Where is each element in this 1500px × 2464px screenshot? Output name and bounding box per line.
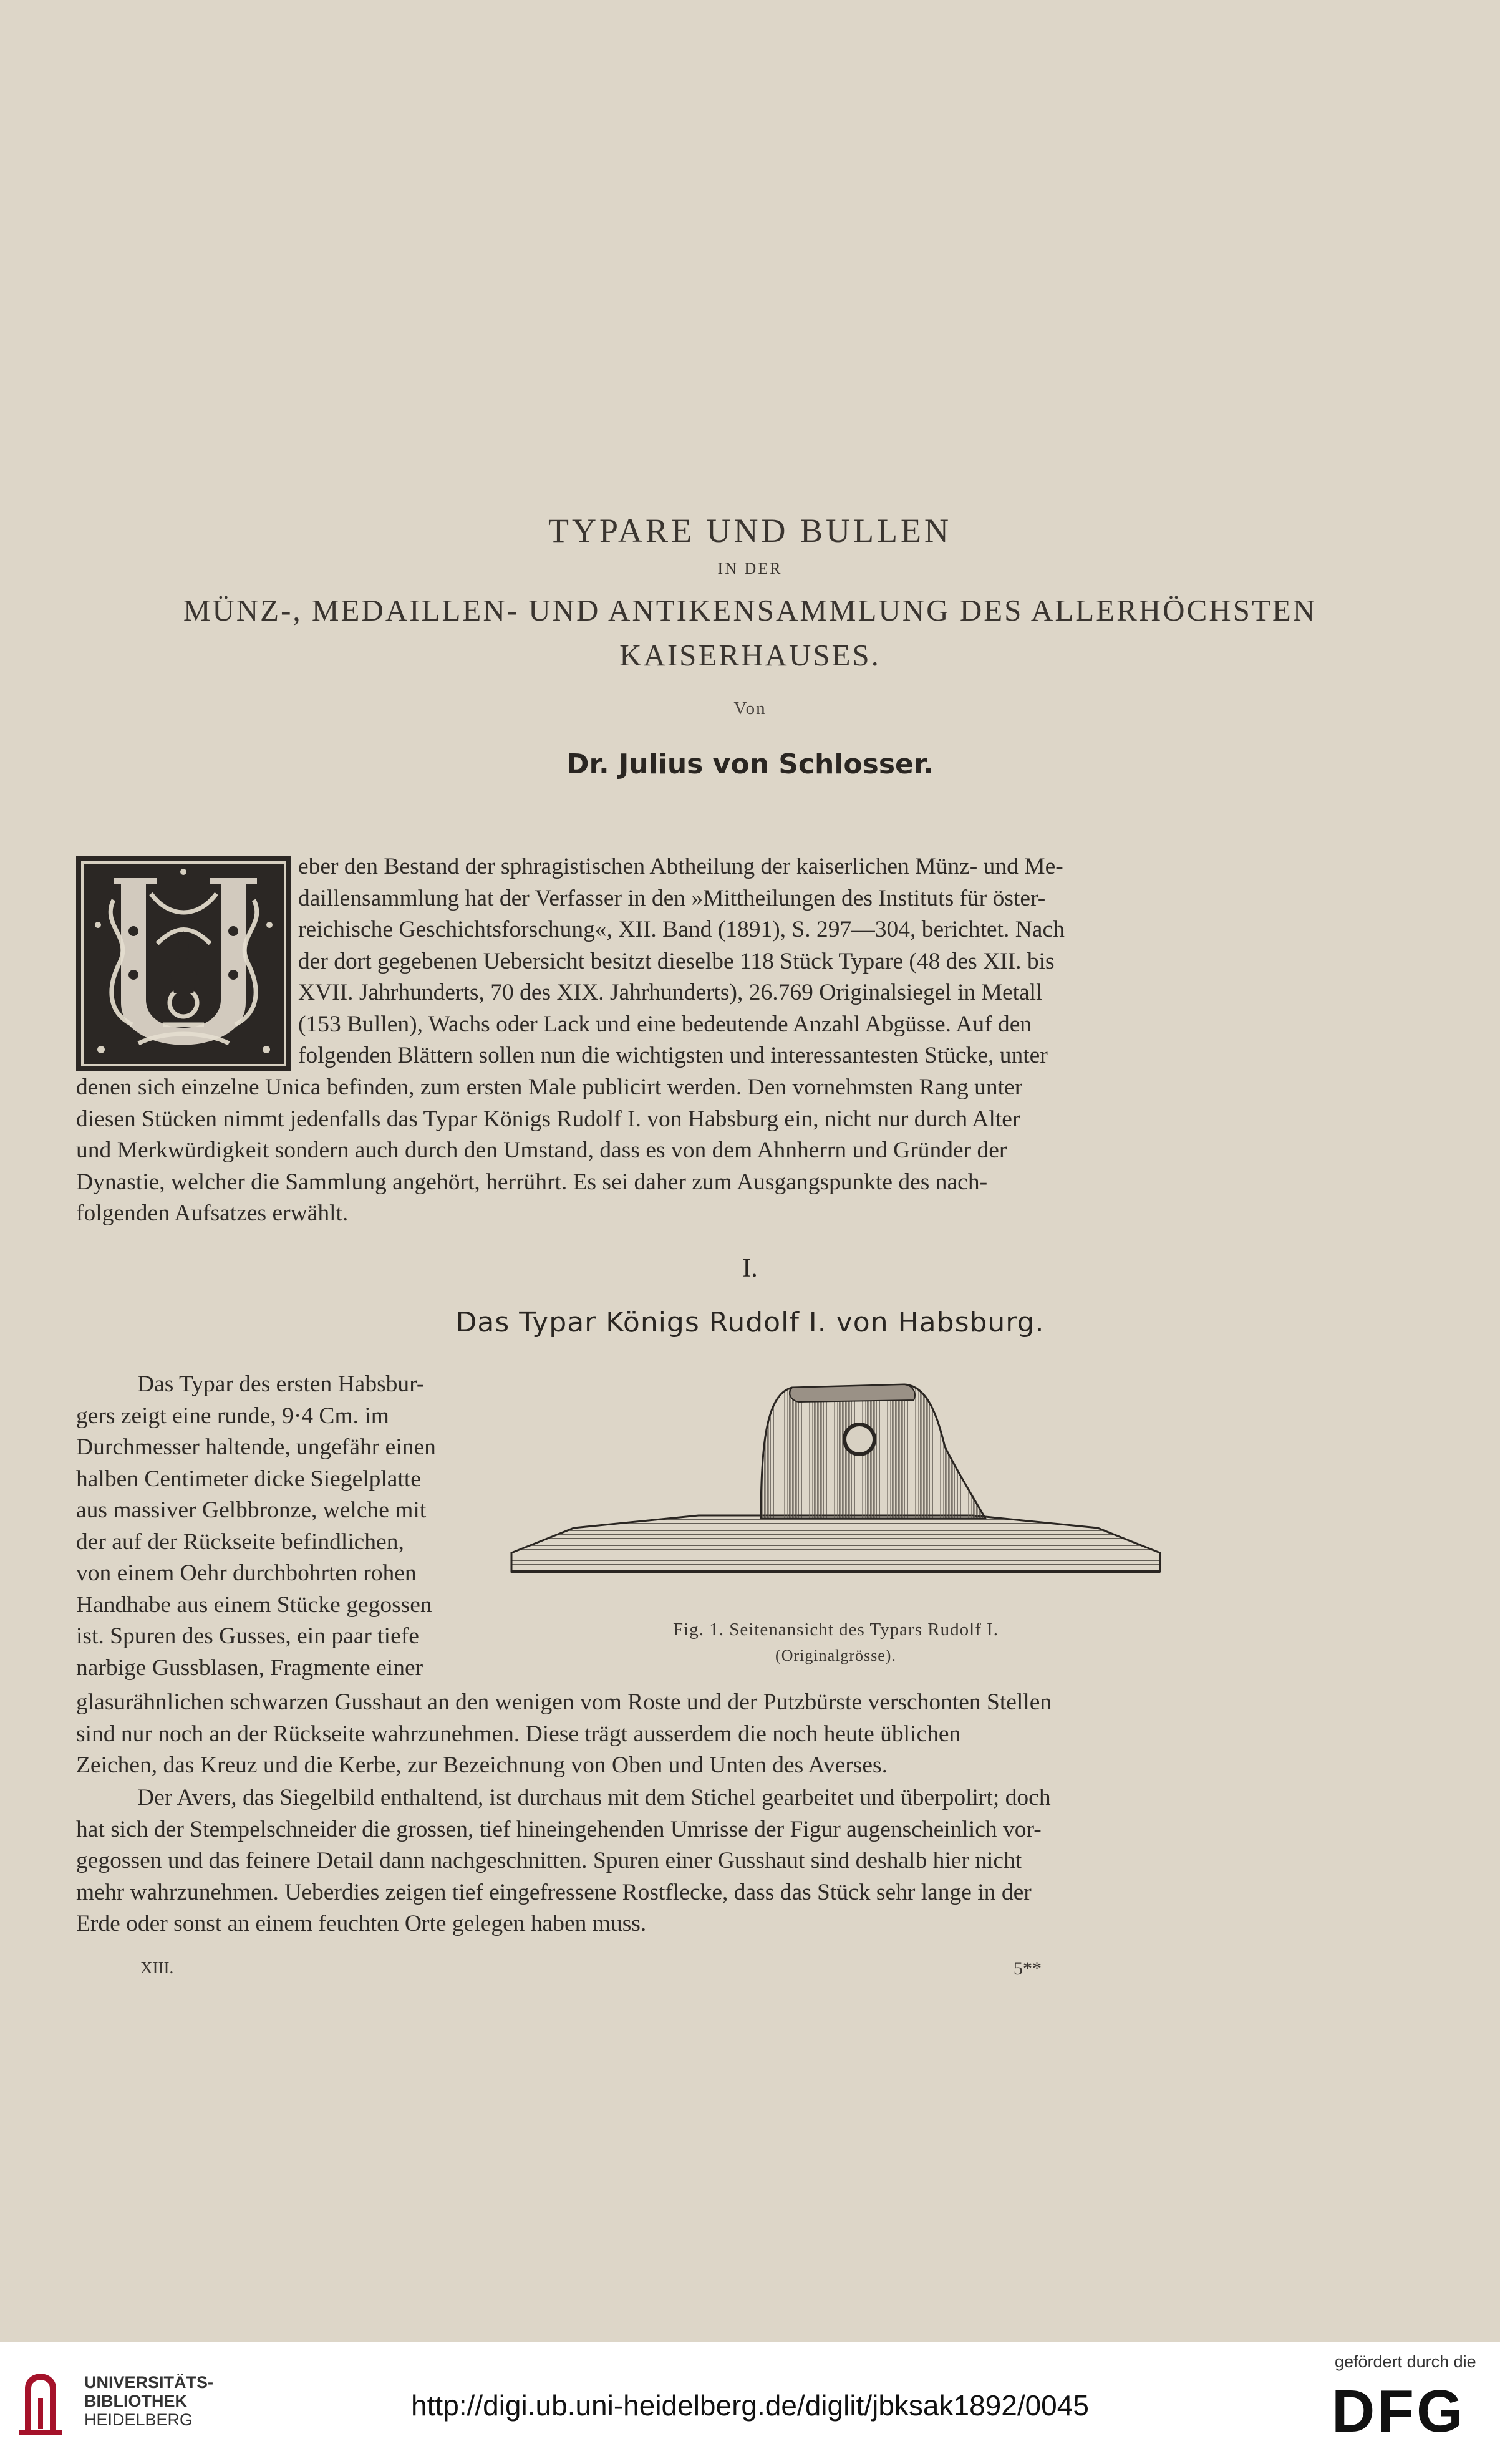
paragraph-1-column bbox=[76, 1369, 475, 1684]
figure-caption: Fig. 1. Seitenansicht des Typars Rudolf I. bbox=[673, 1620, 999, 1640]
signature-left: XIII. bbox=[140, 1958, 174, 1977]
text-line: Zeichen, das Kreuz und die Kerbe, zur Bezeichnung von Oben und Unten des Averses. bbox=[76, 1752, 888, 1778]
section-number: I. bbox=[742, 1254, 758, 1283]
title-connector: IN DER bbox=[717, 559, 783, 577]
text-line: denen sich einzelne Unica befinden, zum ersten Male publicirt werden. Den vornehmsten Rang unter bbox=[76, 1075, 1023, 1100]
paragraph-1-full bbox=[76, 1687, 1171, 1782]
dfg-logo[interactable]: DFG bbox=[1332, 2378, 1466, 2445]
paragraph-2 bbox=[76, 1782, 1171, 1940]
text-line: Der Avers, das Siegelbild enthaltend, ist durchaus mit dem Stichel gearbeitet und überpolirt; doch bbox=[137, 1785, 1051, 1810]
dropcap-ornament bbox=[76, 856, 291, 1071]
text-line: halben Centimeter dicke Siegelplatte bbox=[76, 1466, 421, 1492]
text-line: (153 Bullen), Wachs oder Lack und eine bedeutende Anzahl Abgüsse. Auf den bbox=[298, 1011, 1032, 1037]
library-line: HEIDELBERG bbox=[84, 2410, 193, 2429]
section-title: Das Typar Königs Rudolf I. von Habsburg. bbox=[455, 1307, 1045, 1338]
text-line: sind nur noch an der Rückseite wahrzunehmen. Diese trägt ausserdem die noch heute üblichen bbox=[76, 1721, 961, 1747]
text-line: narbige Gussblasen, Fragmente einer bbox=[76, 1655, 423, 1681]
signature-right: 5** bbox=[1014, 1958, 1042, 1979]
funding-note: gefördert durch die bbox=[1335, 2352, 1476, 2371]
text-line: Handhabe aus einem Stücke gegossen bbox=[76, 1592, 432, 1618]
text-line: und Merkwürdigkeit sondern auch durch den Umstand, dass es von dem Ahnherrn und Gründer der bbox=[76, 1138, 1007, 1163]
text-line: Dynastie, welcher die Sammlung angehört, herrührt. Es sei daher zum Ausgangspunkte des nach- bbox=[76, 1169, 988, 1195]
text-line: daillensammlung hat der Verfasser in den »Mittheilungen des Instituts für öster- bbox=[298, 885, 1046, 911]
text-line: reichische Geschichtsforschung«, XII. Band (1891), S. 297—304, berichtet. Nach bbox=[298, 917, 1065, 942]
figure-typar-side-view bbox=[499, 1366, 1173, 1603]
text-line: ist. Spuren des Gusses, ein paar tiefe bbox=[76, 1623, 419, 1649]
text-line: der auf der Rückseite befindlichen, bbox=[76, 1529, 404, 1555]
text-line: eber den Bestand der sphragistischen Abtheilung der kaiserlichen Münz- und Me- bbox=[298, 854, 1063, 879]
text-line: Durchmesser haltende, ungefähr einen bbox=[76, 1434, 436, 1460]
article-subtitle: MÜNZ-, MEDAILLEN- UND ANTIKENSAMMLUNG DES ALLERHÖCHSTEN bbox=[183, 593, 1317, 627]
text-line: der dort gegebenen Uebersicht besitzt dieselbe 118 Stück Typare (48 des XII. bis bbox=[298, 948, 1055, 974]
page-url-link[interactable]: http://digi.ub.uni-heidelberg.de/diglit/jbksak1892/0045 bbox=[411, 2389, 1089, 2422]
figure-caption-size: (Originalgrösse). bbox=[775, 1646, 896, 1664]
intro-paragraph-full bbox=[76, 1072, 1171, 1230]
text-line: mehr wahrzunehmen. Ueberdies zeigen tief eingefressene Rostflecke, dass das Stück sehr lange in der bbox=[76, 1879, 1032, 1905]
article-title: TYPARE UND BULLEN bbox=[548, 512, 952, 549]
byline-von: Von bbox=[733, 698, 767, 718]
author-name: Dr. Julius von Schlosser. bbox=[566, 748, 934, 780]
text-line: gers zeigt eine runde, 9·4 Cm. im bbox=[76, 1403, 389, 1429]
text-line: Das Typar des ersten Habsbur- bbox=[137, 1371, 425, 1397]
text-line: hat sich der Stempelschneider die grossen, tief hineingehenden Umrisse der Figur augenscheinlich vor- bbox=[76, 1816, 1042, 1842]
article-subtitle-2: KAISERHAUSES. bbox=[619, 638, 881, 672]
text-line: glasurähnlichen schwarzen Gusshaut an den wenigen vom Roste und der Putzbürste verschonten Stellen bbox=[76, 1689, 1052, 1715]
text-line: gegossen und das feinere Detail dann nachgeschnitten. Spuren einer Gusshaut sind deshalb hier nicht bbox=[76, 1848, 1022, 1873]
text-line: diesen Stücken nimmt jedenfalls das Typar Königs Rudolf I. von Habsburg ein, nicht nur durch Alter bbox=[76, 1106, 1020, 1132]
intro-paragraph-beside-cap bbox=[298, 851, 1171, 1072]
library-line: BIBLIOTHEK bbox=[84, 2392, 187, 2410]
text-line: von einem Oehr durchbohrten rohen bbox=[76, 1560, 417, 1586]
text-line: aus massiver Gelbbronze, welche mit bbox=[76, 1497, 427, 1523]
text-line: XVII. Jahrhunderts, 70 des XIX. Jahrhunderts), 26.769 Originalsiegel in Metall bbox=[298, 980, 1043, 1005]
text-line: folgenden Aufsatzes erwählt. bbox=[76, 1201, 349, 1226]
text-line: Erde oder sonst an einem feuchten Orte gelegen haben muss. bbox=[76, 1911, 647, 1936]
ornament-u-icon bbox=[76, 856, 291, 1071]
text-line: folgenden Blättern sollen nun die wichtigsten und interessantesten Stücke, unter bbox=[298, 1043, 1048, 1068]
seal-illustration-icon bbox=[499, 1366, 1173, 1603]
library-line: UNIVERSITÄTS- bbox=[84, 2373, 214, 2392]
